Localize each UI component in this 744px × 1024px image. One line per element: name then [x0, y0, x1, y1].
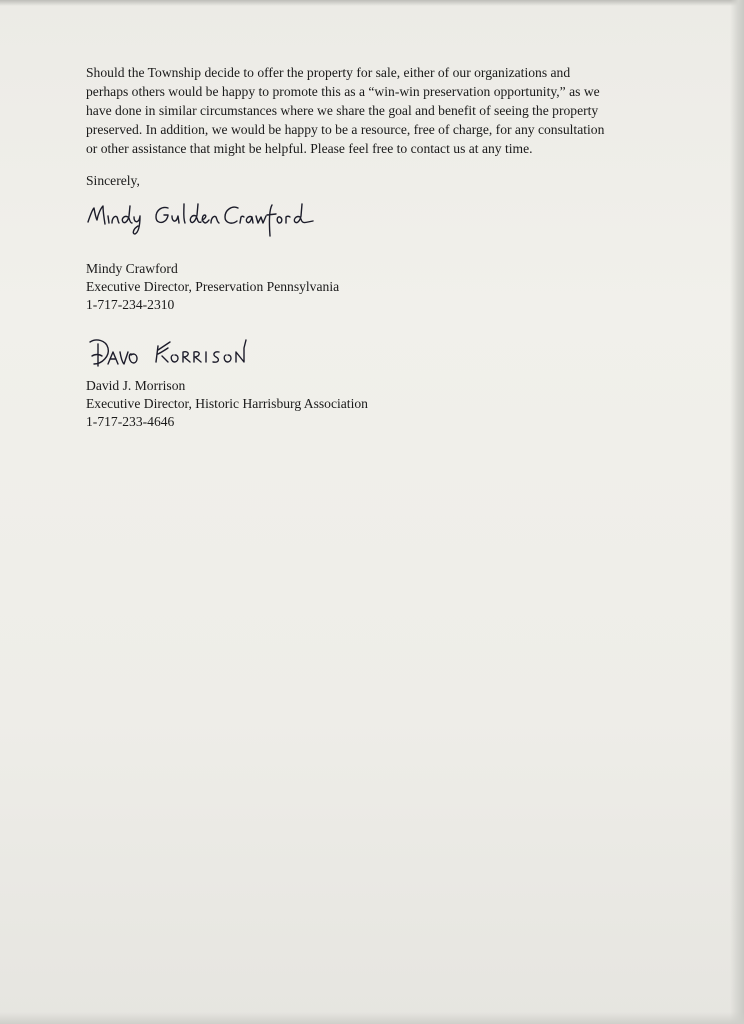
- body-paragraph: [86, 63, 686, 158]
- paragraph-line: or other assistance that might be helpful. Please feel free to contact us at any time.: [86, 141, 533, 156]
- closing: Sincerely,: [86, 173, 140, 188]
- page-edge-shadow: [730, 0, 744, 1024]
- paragraph-line: Should the Township decide to offer the property for sale, either of our organizations and: [86, 65, 571, 80]
- signature-david-morrison: [86, 334, 306, 374]
- paragraph-line: perhaps others would be happy to promote this as a “win-win preservation opportunity,” as we: [86, 84, 600, 99]
- paragraph-line: preserved. In addition, we would be happy to be a resource, free of charge, for any consultation: [86, 122, 605, 137]
- signatory-name: Mindy Crawford: [86, 261, 178, 276]
- signatory-phone: 1-717-234-2310: [86, 297, 175, 312]
- signatory-title: Executive Director, Historic Harrisburg Association: [86, 396, 368, 411]
- paragraph-line: have done in similar circumstances where we share the goal and benefit of seeing the property: [86, 103, 599, 118]
- signature-mindy-crawford: [84, 196, 314, 240]
- signatory-phone: 1-717-233-4646: [86, 414, 175, 429]
- signatory-title: Executive Director, Preservation Pennsylvania: [86, 279, 340, 294]
- page-bottom-shadow: [0, 1012, 744, 1024]
- signatory-name: David J. Morrison: [86, 378, 186, 393]
